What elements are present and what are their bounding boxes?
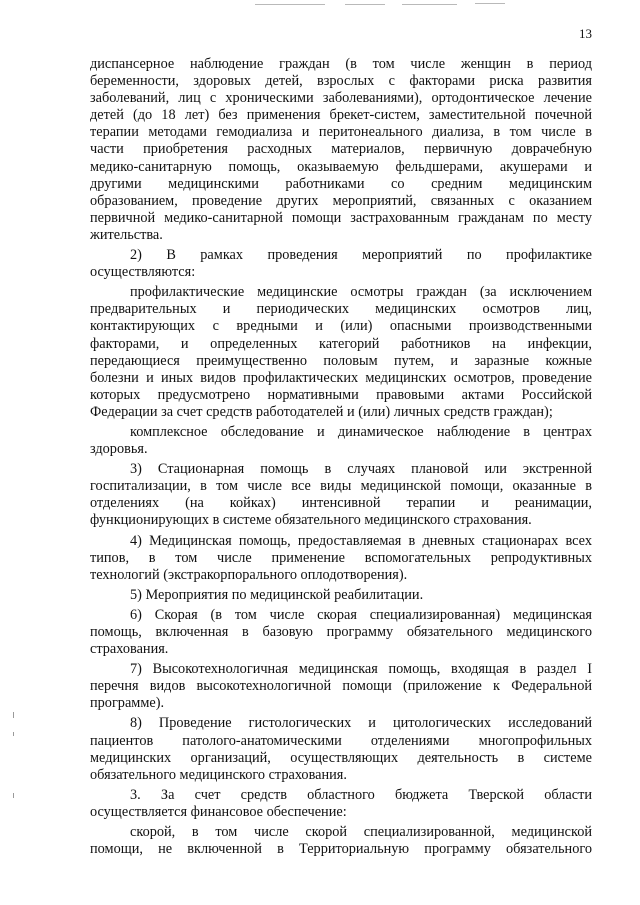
text-line: части приобретения расходных материалов, первичную доврачебную [90,141,592,158]
text-line: предварительных и периодических медицинских осмотров лиц, [90,301,592,318]
text-line: другими медицинскими работниками со средним медицинским [90,175,592,192]
text-line: технологий (экстракорпорального оплодотворения). [90,566,408,583]
page-number: 13 [579,26,592,41]
text-line: профилактические медицинские осмотры граждан (за исключением [130,284,592,301]
text-line: заболеваний, лиц с хроническими заболеваниями), ортодонтическое лечение [90,90,592,107]
text-line: первичной медико-санитарной помощи застрахованным гражданам по месту [90,209,592,226]
text-line: 3. За счет средств областного бюджета Тверской области [130,786,592,803]
text-line: 6) Скорая (в том числе скорая специализированная) медицинская [130,606,592,623]
text-line: обязательного медицинского страхования. [90,766,347,783]
text-line: 8) Проведение гистологических и цитологических исследований [130,715,592,732]
text-line: передающиеся преимущественно половым путем, и заразные кожные [90,352,592,369]
scan-mark [402,4,457,5]
text-line: здоровья. [90,441,148,458]
text-line: 3) Стационарная помощь в случаях плановой или экстренной [130,461,592,478]
text-line: осуществляется финансовое обеспечение: [90,803,347,820]
text-line: образованием, проведение других мероприятий, связанных с оказанием [90,192,592,209]
text-line: программе). [90,695,165,712]
text-line: детей (до 18 лет) без применения брекет-систем, заместительной почечной [90,107,592,124]
scan-mark [345,4,385,5]
text-line: диспансерное наблюдение граждан (в том числе женщин в период [90,56,592,72]
margin-mark [13,793,14,798]
text-line: 5) Мероприятия по медицинской реабилитации. [130,586,424,603]
text-line: контактирующих с вредными и (или) опасными производственными [90,318,592,335]
text-line: пациентов патолого-анатомическими отделениями многопрофильных [90,732,592,749]
text-line: перечня видов высокотехнологичной помощи (приложение к Федеральной [90,678,592,695]
text-line: терапии методами гемодиализа и перитонеального диализа, в том числе в [90,124,592,141]
text-line: типов, в том числе применение вспомогательных репродуктивных [90,549,592,566]
text-line: страхования. [90,641,169,658]
text-line: комплексное обследование и динамическое наблюдение в центрах [130,423,592,440]
text-line: функционирующих в системе обязательного медицинского страхования. [90,512,532,529]
scan-mark [255,4,325,5]
text-line: медицинских организаций, осуществляющих деятельность в системе [90,749,592,766]
text-line: госпитализации, в том числе все виды медицинской помощи, оказанные в [90,478,592,495]
text-line: факторами, и определенных категорий работников на инфекции, [90,335,592,352]
text-line: 4) Медицинская помощь, предоставляемая в дневных стационарах всех [130,532,592,549]
text-line: Федерации за счет средств работодателей и (или) личных средств граждан); [90,403,553,420]
text-line: 2) В рамках проведения мероприятий по профилактике [130,247,592,264]
text-line: беременности, здоровых детей, взрослых с факторами риска развития [90,73,592,90]
margin-mark [13,732,14,736]
text-line: помощи, не включенной в Территориальную программу обязательного [90,841,592,858]
margin-mark [13,712,14,718]
text-line: скорой, в том числе скорой специализированной, медицинской [130,824,592,841]
text-line: болезни и иных видов профилактических медицинских осмотров, проведение [90,369,592,386]
document-body [90,56,592,858]
scan-mark [475,3,505,4]
text-line: отделениях (на койках) интенсивной терапии и реанимации, [90,495,592,512]
text-line: жительства. [90,226,163,243]
text-line: помощь, включенная в базовую программу обязательного медицинского [90,624,592,640]
text-line: которых предусмотрено нормативными правовыми актами Российской [90,386,592,403]
text-line: 7) Высокотехнологичная медицинская помощь, входящая в раздел I [130,661,592,678]
text-line: медико-санитарную помощь, оказываемую фельдшерами, акушерами и [90,158,592,175]
text-line: осуществляются: [90,264,196,281]
